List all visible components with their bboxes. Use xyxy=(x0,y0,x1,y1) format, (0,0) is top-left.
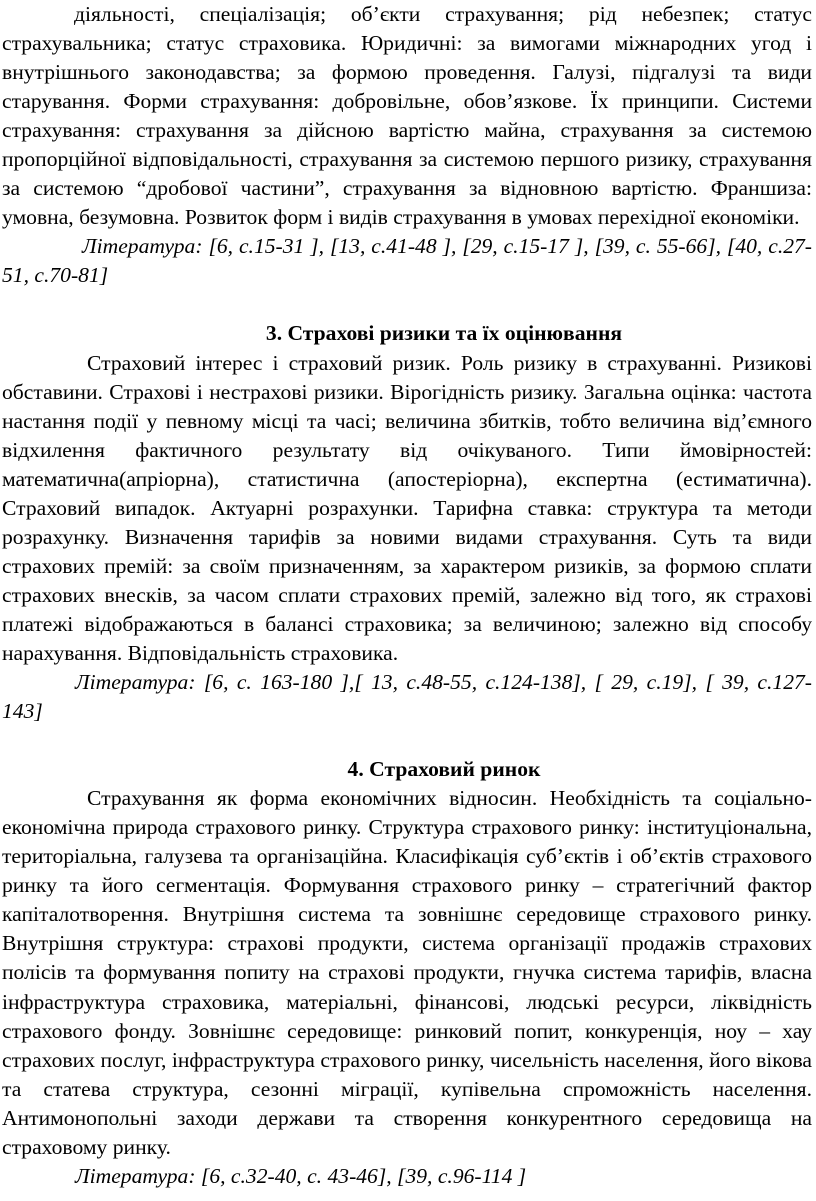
intro-paragraph: діяльності, спеціалізація; об’єкти страхування; рід небезпек; статус страхувальника; статус страховика. Юридичні: за вимогами міжнародних угод і внутрішнього законодавства; за формою проведення. Галузі, підгалузі та види старування. Форми страхування: добровільне, обов’язкове. Їх принципи. Системи страхування: страхування за дійсною вартістю майна, страхування за системою пропорційної відповідальності, страхування за системою першого ризику, страхування за системою “дробової частини”, страхування за відновною вартістю. Франшиза: умовна, безумовна. Розвиток форм і видів страхування в умовах перехідної економіки. xyxy=(2,2,812,230)
spacer xyxy=(2,290,812,319)
section-4-heading: 4. Страховий ринок xyxy=(347,757,541,782)
section-3-heading: 3. Страхові ризики та їх оцінювання xyxy=(265,321,623,346)
spacer xyxy=(2,726,812,755)
intro-literature: Література: [6, с.15-31 ], [13, с.41-48 ], [29, с.15-17 ], [39, с. 55-66], [40, с.27-51, с.70-81] xyxy=(2,234,812,288)
section-3-literature: Література: [6, с. 163-180 ],[ 13, с.48-55, с.124-138], [ 29, с.19], [ 39, с.127-143] xyxy=(2,670,812,724)
document-page xyxy=(2,0,812,1191)
section-4-literature: Література: [6, с.32-40, с. 43-46], [39, с.96-114 ] xyxy=(75,1163,527,1188)
section-4-paragraph: Страхування як форма економічних відносин. Необхідність та соціально-економічна природа страхового ринку. Структура страхового ринку: інституціональна, територіальна, галузева та організаційна. Класифікація суб’єктів і об’єктів страхового ринку та його сегментація. Формування страхового ринку – стратегічний фактор капіталотворення. Внутрішня система та зовнішнє середовище страхового ринку. Внутрішня структура: страхові продукти, система організації продажів страхових полісів та формування попиту на страхові продукти, гнучка система тарифів, власна інфраструктура страховика, матеріальні, фінансові, людські ресурси, ліквідність страхового фонду. Зовнішнє середовище: ринковий попит, конкуренція, ноу – хау страхових послуг, інфраструктура страхового ринку, чисельність населення, його вікова та статева структура, сезонні міграції, купівельна спроможність населення. Антимонопольні заходи держави та створення конкурентного середовища на страховому ринку. xyxy=(2,786,812,1159)
section-3-paragraph: Страховий інтерес і страховий ризик. Роль ризику в страхуванні. Ризикові обставини. Страхові і нестрахові ризики. Вірогідність ризику. Загальна оцінка: частота настання події у певному місці та часі; величина збитків, тобто величина від’ємного відхилення фактичного результату від очікуваного. Типи ймовірностей: математична(апріорна), статистична (апостеріорна), експертна (естиматична). Страховий випадок. Актуарні розрахунки. Тарифна ставка: структура та методи розрахунку. Визначення тарифів за новими видами страхування. Суть та види страхових премій: за своїм призначенням, за характером ризиків, за формою сплати страхових внесків, за часом сплати страхових премій, залежно від того, як страхові платежі відображаються в балансі страховика; за величиною; залежно від способу нарахування. Відповідальність страховика. xyxy=(2,350,812,665)
